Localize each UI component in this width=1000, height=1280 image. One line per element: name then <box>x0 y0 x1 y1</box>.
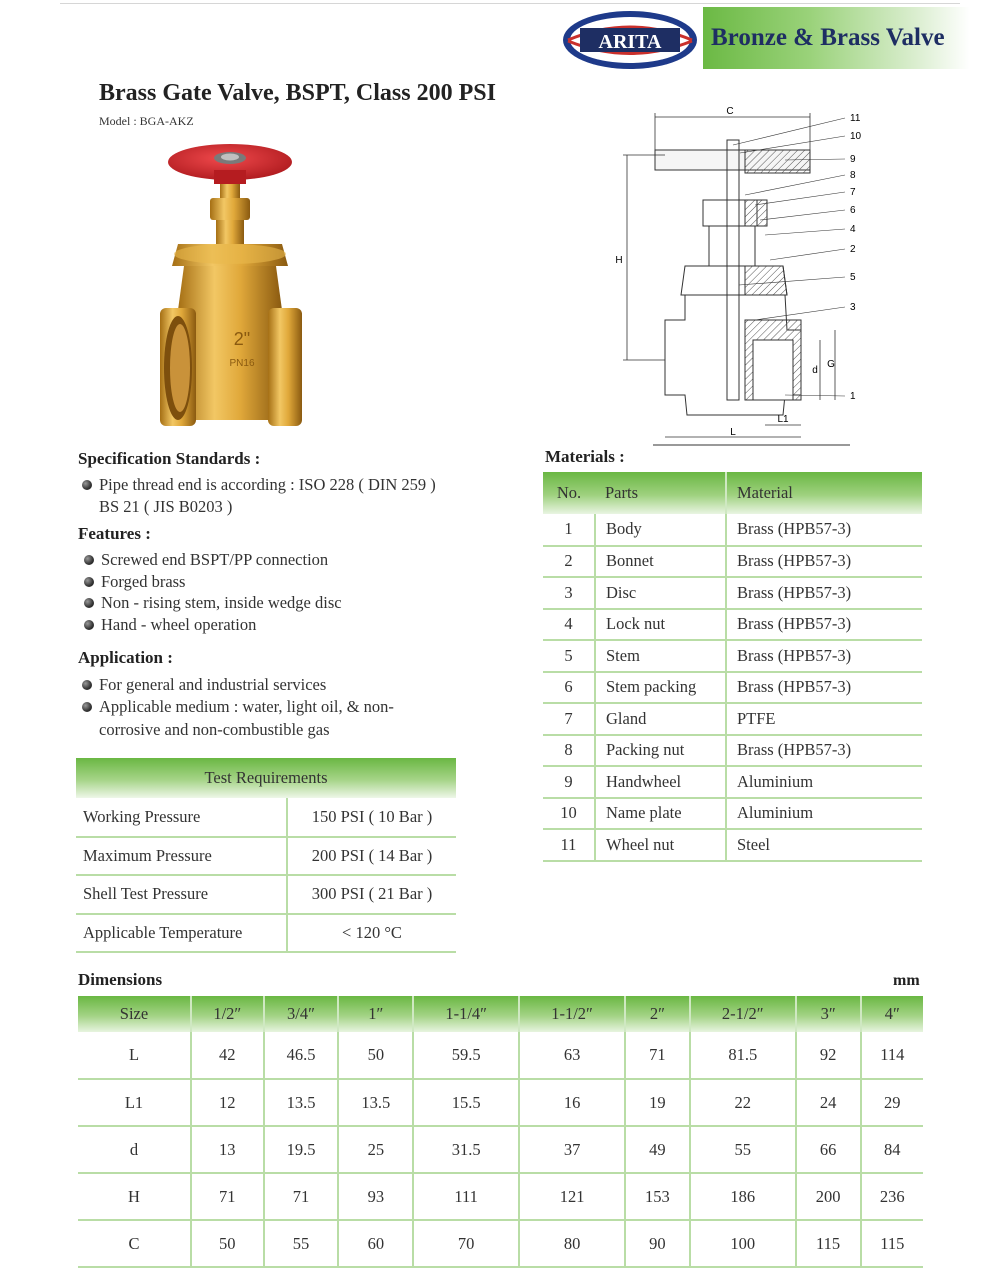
cell: 71 <box>264 1173 339 1220</box>
spec-item-continuation: BS 21 ( JIS B0203 ) <box>99 496 233 516</box>
table-row <box>543 798 922 830</box>
callout-2: 2 <box>850 244 856 255</box>
callout-9: 9 <box>850 154 856 165</box>
cell: Brass (HPB57-3) <box>726 640 922 672</box>
cell: Brass (HPB57-3) <box>726 735 922 767</box>
cell: 236 <box>861 1173 923 1220</box>
table-row <box>543 829 922 861</box>
spec-item: Pipe thread end is according : ISO 228 ( DIN 259 ) <box>78 474 436 496</box>
test-value: 150 PSI ( 10 Bar ) <box>287 798 456 837</box>
cell: 46.5 <box>264 1032 339 1079</box>
test-requirements-table <box>76 758 456 953</box>
callout-3: 3 <box>850 302 856 313</box>
table-row <box>78 1079 923 1126</box>
cell: 19.5 <box>264 1126 339 1173</box>
cell: 1 <box>543 514 595 546</box>
cell: 10 <box>543 798 595 830</box>
dimensions-heading: Dimensions <box>78 970 163 989</box>
cell: 55 <box>690 1126 796 1173</box>
cell: 16 <box>519 1079 625 1126</box>
cell: 84 <box>861 1126 923 1173</box>
cell: 59.5 <box>413 1032 519 1079</box>
cell: 66 <box>796 1126 861 1173</box>
table-row <box>76 798 456 837</box>
cell: 42 <box>191 1032 264 1079</box>
table-row <box>543 546 922 578</box>
cell: 9 <box>543 766 595 798</box>
application-list <box>78 674 394 742</box>
col-header: 1-1/4″ <box>413 996 519 1032</box>
product-title: Brass Gate Valve, BSPT, Class 200 PSI <box>99 80 496 106</box>
test-label: Working Pressure <box>76 798 287 837</box>
col-material: Material <box>726 472 922 514</box>
cell: 90 <box>625 1220 690 1267</box>
cell: Bonnet <box>595 546 726 578</box>
dimensions-table <box>78 996 923 1268</box>
cell: 6 <box>543 672 595 704</box>
drawing-label-d: d <box>812 365 818 376</box>
cell: 93 <box>338 1173 413 1220</box>
col-parts: Parts <box>595 472 726 514</box>
callout-11: 11 <box>850 113 861 124</box>
cell: 114 <box>861 1032 923 1079</box>
table-row <box>78 1032 923 1079</box>
cell: Aluminium <box>726 798 922 830</box>
cell: 2 <box>543 546 595 578</box>
table-row <box>543 735 922 767</box>
feature-item: Forged brass <box>80 571 342 593</box>
materials-table <box>543 472 922 862</box>
cell: PTFE <box>726 703 922 735</box>
arita-logo <box>560 8 700 72</box>
test-label: Applicable Temperature <box>76 914 287 953</box>
col-header: 1-1/2″ <box>519 996 625 1032</box>
table-row <box>76 837 456 876</box>
valve-photo <box>150 140 310 440</box>
cell: 7 <box>543 703 595 735</box>
photo-marking-size: 2" <box>233 329 251 349</box>
cell: 24 <box>796 1079 861 1126</box>
row-label: L <box>78 1032 191 1079</box>
cell: Disc <box>595 577 726 609</box>
table-row <box>543 766 922 798</box>
cell: Brass (HPB57-3) <box>726 577 922 609</box>
cell: 13.5 <box>264 1079 339 1126</box>
table-row <box>543 672 922 704</box>
col-header: 4″ <box>861 996 923 1032</box>
photo-marking-pn: PN16 <box>229 358 255 369</box>
callout-1: 1 <box>850 391 856 402</box>
cell: 55 <box>264 1220 339 1267</box>
logo-text: ARITA <box>598 31 662 53</box>
cell: Brass (HPB57-3) <box>726 546 922 578</box>
cell: 8 <box>543 735 595 767</box>
product-model: Model : BGA-AKZ <box>99 114 194 128</box>
table-row <box>543 577 922 609</box>
cell: 50 <box>338 1032 413 1079</box>
cell: Aluminium <box>726 766 922 798</box>
test-heading: Test Requirements <box>76 758 456 798</box>
table-row <box>543 514 922 546</box>
application-item: For general and industrial services <box>78 674 394 696</box>
test-label: Maximum Pressure <box>76 837 287 876</box>
cell: 31.5 <box>413 1126 519 1173</box>
dimensions-unit: mm <box>893 972 920 989</box>
cell: 13 <box>191 1126 264 1173</box>
materials-heading: Materials : <box>545 447 625 466</box>
callout-5: 5 <box>850 272 856 283</box>
cell: Gland <box>595 703 726 735</box>
callout-7: 7 <box>850 187 856 198</box>
cell: 92 <box>796 1032 861 1079</box>
cell: 13.5 <box>338 1079 413 1126</box>
cell: 80 <box>519 1220 625 1267</box>
drawing-label-g: G <box>827 359 835 370</box>
cell: Wheel nut <box>595 829 726 861</box>
feature-item: Screwed end BSPT/PP connection <box>80 549 342 571</box>
cell: Stem <box>595 640 726 672</box>
drawing-label-h: H <box>615 255 623 266</box>
features-list <box>80 549 342 635</box>
banner-text: Bronze & Brass Valve <box>711 24 945 51</box>
table-row <box>76 875 456 914</box>
cell: 153 <box>625 1173 690 1220</box>
cell: 19 <box>625 1079 690 1126</box>
col-size: Size <box>78 996 191 1032</box>
test-value: < 120 °C <box>287 914 456 953</box>
drawing-label-c: C <box>726 106 734 117</box>
table-row <box>78 1220 923 1267</box>
cell: 25 <box>338 1126 413 1173</box>
table-row <box>78 1173 923 1220</box>
table-row <box>543 609 922 641</box>
cell: 186 <box>690 1173 796 1220</box>
cell: 3 <box>543 577 595 609</box>
col-header: 2-1/2″ <box>690 996 796 1032</box>
cell: 15.5 <box>413 1079 519 1126</box>
row-label: d <box>78 1126 191 1173</box>
cell: 115 <box>861 1220 923 1267</box>
cell: 121 <box>519 1173 625 1220</box>
col-header: 2″ <box>625 996 690 1032</box>
cell: Brass (HPB57-3) <box>726 514 922 546</box>
col-header: 1/2″ <box>191 996 264 1032</box>
callout-10: 10 <box>850 131 862 142</box>
table-row <box>78 1126 923 1173</box>
cell: 5 <box>543 640 595 672</box>
row-label: C <box>78 1220 191 1267</box>
callout-4: 4 <box>850 224 856 235</box>
cell: Stem packing <box>595 672 726 704</box>
cell: 100 <box>690 1220 796 1267</box>
cell: 70 <box>413 1220 519 1267</box>
cell: Handwheel <box>595 766 726 798</box>
cell: 81.5 <box>690 1032 796 1079</box>
spec-list <box>78 474 436 517</box>
cell: Packing nut <box>595 735 726 767</box>
application-item-continuation: corrosive and non-combustible gas <box>99 720 330 739</box>
cell: 37 <box>519 1126 625 1173</box>
table-row <box>543 703 922 735</box>
cell: 49 <box>625 1126 690 1173</box>
callout-8: 8 <box>850 170 856 181</box>
callout-6: 6 <box>850 205 856 216</box>
cell: 71 <box>625 1032 690 1079</box>
table-row <box>76 914 456 953</box>
technical-drawing <box>605 95 865 450</box>
cell: Steel <box>726 829 922 861</box>
spec-heading: Specification Standards : <box>78 449 261 468</box>
cell: Brass (HPB57-3) <box>726 609 922 641</box>
cell: Lock nut <box>595 609 726 641</box>
brand-banner <box>703 7 970 69</box>
cell: 12 <box>191 1079 264 1126</box>
cell: Brass (HPB57-3) <box>726 672 922 704</box>
features-heading: Features : <box>78 524 151 543</box>
col-header: 3″ <box>796 996 861 1032</box>
application-heading: Application : <box>78 648 173 667</box>
cell: 115 <box>796 1220 861 1267</box>
cell: 4 <box>543 609 595 641</box>
cell: 60 <box>338 1220 413 1267</box>
drawing-label-l: L <box>730 427 736 438</box>
test-value: 200 PSI ( 14 Bar ) <box>287 837 456 876</box>
cell: 63 <box>519 1032 625 1079</box>
application-item: Applicable medium : water, light oil, & non- <box>78 696 394 718</box>
drawing-label-l1: L1 <box>777 414 789 425</box>
cell: Name plate <box>595 798 726 830</box>
header-rule <box>60 3 960 4</box>
test-label: Shell Test Pressure <box>76 875 287 914</box>
cell: 29 <box>861 1079 923 1126</box>
row-label: L1 <box>78 1079 191 1126</box>
col-no: No. <box>543 472 595 514</box>
cell: Body <box>595 514 726 546</box>
cell: 22 <box>690 1079 796 1126</box>
cell: 50 <box>191 1220 264 1267</box>
cell: 71 <box>191 1173 264 1220</box>
feature-item: Non - rising stem, inside wedge disc <box>80 592 342 614</box>
cell: 111 <box>413 1173 519 1220</box>
col-header: 1″ <box>338 996 413 1032</box>
table-row <box>543 640 922 672</box>
cell: 200 <box>796 1173 861 1220</box>
row-label: H <box>78 1173 191 1220</box>
cell: 11 <box>543 829 595 861</box>
test-value: 300 PSI ( 21 Bar ) <box>287 875 456 914</box>
feature-item: Hand - wheel operation <box>80 614 342 636</box>
col-header: 3/4″ <box>264 996 339 1032</box>
